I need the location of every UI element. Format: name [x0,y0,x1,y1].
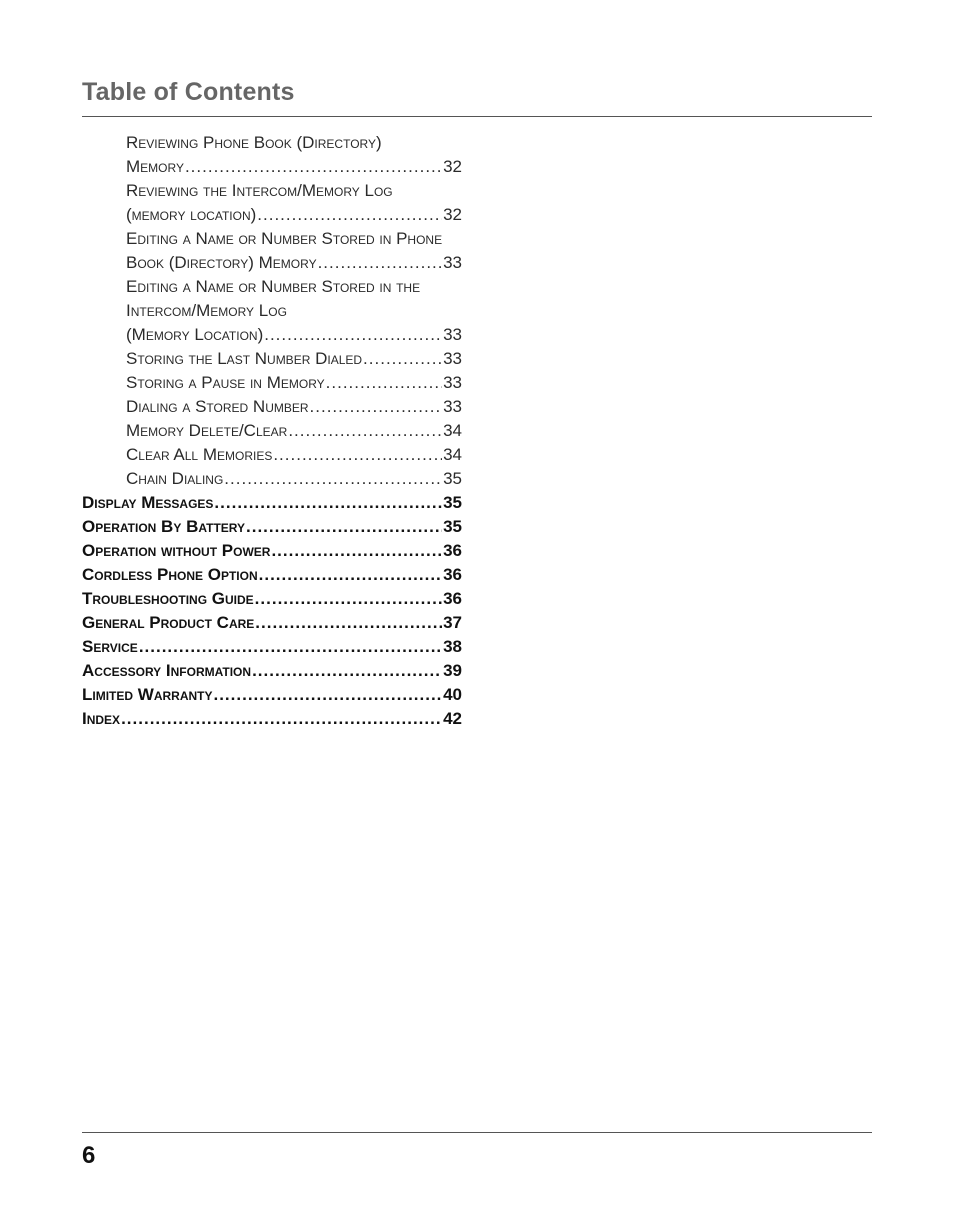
toc-main-entry[interactable] [82,539,462,563]
toc-entry-text: Clear All Memories [126,445,273,464]
toc-sub-entry[interactable] [82,155,462,179]
toc-sub-entry[interactable] [82,323,462,347]
page-title: Table of Contents [82,78,295,106]
toc-entry-text: (Memory Location) [126,325,264,344]
toc-entry-text: Intercom/Memory Log [126,301,287,320]
toc-page-number: 35 [443,493,462,512]
toc-entry-text: Dialing a Stored Number [126,397,309,416]
toc-entry-text: (memory location) [126,205,257,224]
dot-leader [288,419,442,443]
dot-leader [121,707,442,731]
toc-main-entry[interactable] [82,587,462,611]
toc-sub-entry[interactable] [82,275,462,299]
toc-entry-text: Editing a Name or Number Stored in Phone [126,229,443,248]
toc-page-number: 33 [443,349,462,368]
dot-leader [318,251,443,275]
dot-leader [326,371,442,395]
toc-entry-text: Reviewing Phone Book (Directory) [126,133,382,152]
dot-leader [363,347,442,371]
toc-entry-text: General Product Care [82,613,255,632]
toc-page-number: 38 [443,637,462,656]
dot-leader [255,611,442,635]
toc-page-number: 36 [443,541,462,560]
toc-page-number: 35 [443,469,462,488]
toc-main-entry[interactable] [82,707,462,731]
toc-entry-text: Cordless Phone Option [82,565,258,584]
toc-entry-text: Book (Directory) Memory [126,253,317,272]
toc-page-number: 32 [443,157,462,176]
toc-page-number: 40 [443,685,462,704]
toc-sub-entry[interactable] [82,131,462,155]
toc-entry-text: Memory [126,157,184,176]
toc-main-entry[interactable] [82,491,462,515]
toc-page-number: 39 [443,661,462,680]
dot-leader [264,323,442,347]
dot-leader [185,155,442,179]
toc-main-entry[interactable] [82,563,462,587]
toc-page-number: 32 [443,205,462,224]
toc-main-entry[interactable] [82,659,462,683]
toc-entry-text: Chain Dialing [126,469,224,488]
toc-sub-entry[interactable] [82,347,462,371]
toc-sub-entry[interactable] [82,371,462,395]
toc-page-number: 33 [443,325,462,344]
dot-leader [214,491,442,515]
toc-entry-text: Index [82,709,121,728]
toc-entry-text: Operation By Battery [82,517,246,536]
toc-page-number: 36 [443,565,462,584]
toc-sub-entry[interactable] [82,251,462,275]
toc-page-number: 34 [443,421,462,440]
toc-list [82,131,462,731]
header-rule [82,116,872,117]
toc-entry-text: Reviewing the Intercom/Memory Log [126,181,393,200]
toc-entry-text: Service [82,637,138,656]
footer-rule [82,1132,872,1133]
toc-page-number: 33 [443,373,462,392]
toc-entry-text: Accessory Information [82,661,252,680]
toc-entry-text: Display Messages [82,493,214,512]
toc-page-number: 35 [443,517,462,536]
dot-leader [273,443,442,467]
toc-sub-entry[interactable] [82,299,462,323]
toc-entry-text: Storing a Pause in Memory [126,373,325,392]
dot-leader [213,683,442,707]
toc-entry-text: Memory Delete/Clear [126,421,288,440]
toc-page-number: 33 [443,253,462,272]
toc-entry-text: Editing a Name or Number Stored in the [126,277,421,296]
dot-leader [310,395,443,419]
toc-sub-entry[interactable] [82,203,462,227]
dot-leader [252,659,442,683]
page-number: 6 [82,1142,96,1169]
toc-entry-text: Limited Warranty [82,685,213,704]
dot-leader [255,587,442,611]
toc-sub-entry[interactable] [82,227,462,251]
toc-sub-entry[interactable] [82,419,462,443]
toc-sub-entry[interactable] [82,395,462,419]
toc-main-entry[interactable] [82,515,462,539]
dot-leader [271,539,442,563]
toc-main-entry[interactable] [82,611,462,635]
toc-page-number: 42 [443,709,462,728]
dot-leader [259,563,442,587]
toc-page-number: 37 [443,613,462,632]
toc-main-entry[interactable] [82,635,462,659]
dot-leader [257,203,442,227]
toc-entry-text: Troubleshooting Guide [82,589,254,608]
toc-entry-text: Operation without Power [82,541,271,560]
toc-sub-entry[interactable] [82,179,462,203]
toc-page-number: 34 [443,445,462,464]
toc-sub-entry[interactable] [82,443,462,467]
toc-page-number: 36 [443,589,462,608]
dot-leader [246,515,442,539]
dot-leader [224,467,442,491]
dot-leader [139,635,442,659]
toc-sub-entry[interactable] [82,467,462,491]
toc-entry-text: Storing the Last Number Dialed [126,349,363,368]
toc-page-number: 33 [443,397,462,416]
toc-main-entry[interactable] [82,683,462,707]
